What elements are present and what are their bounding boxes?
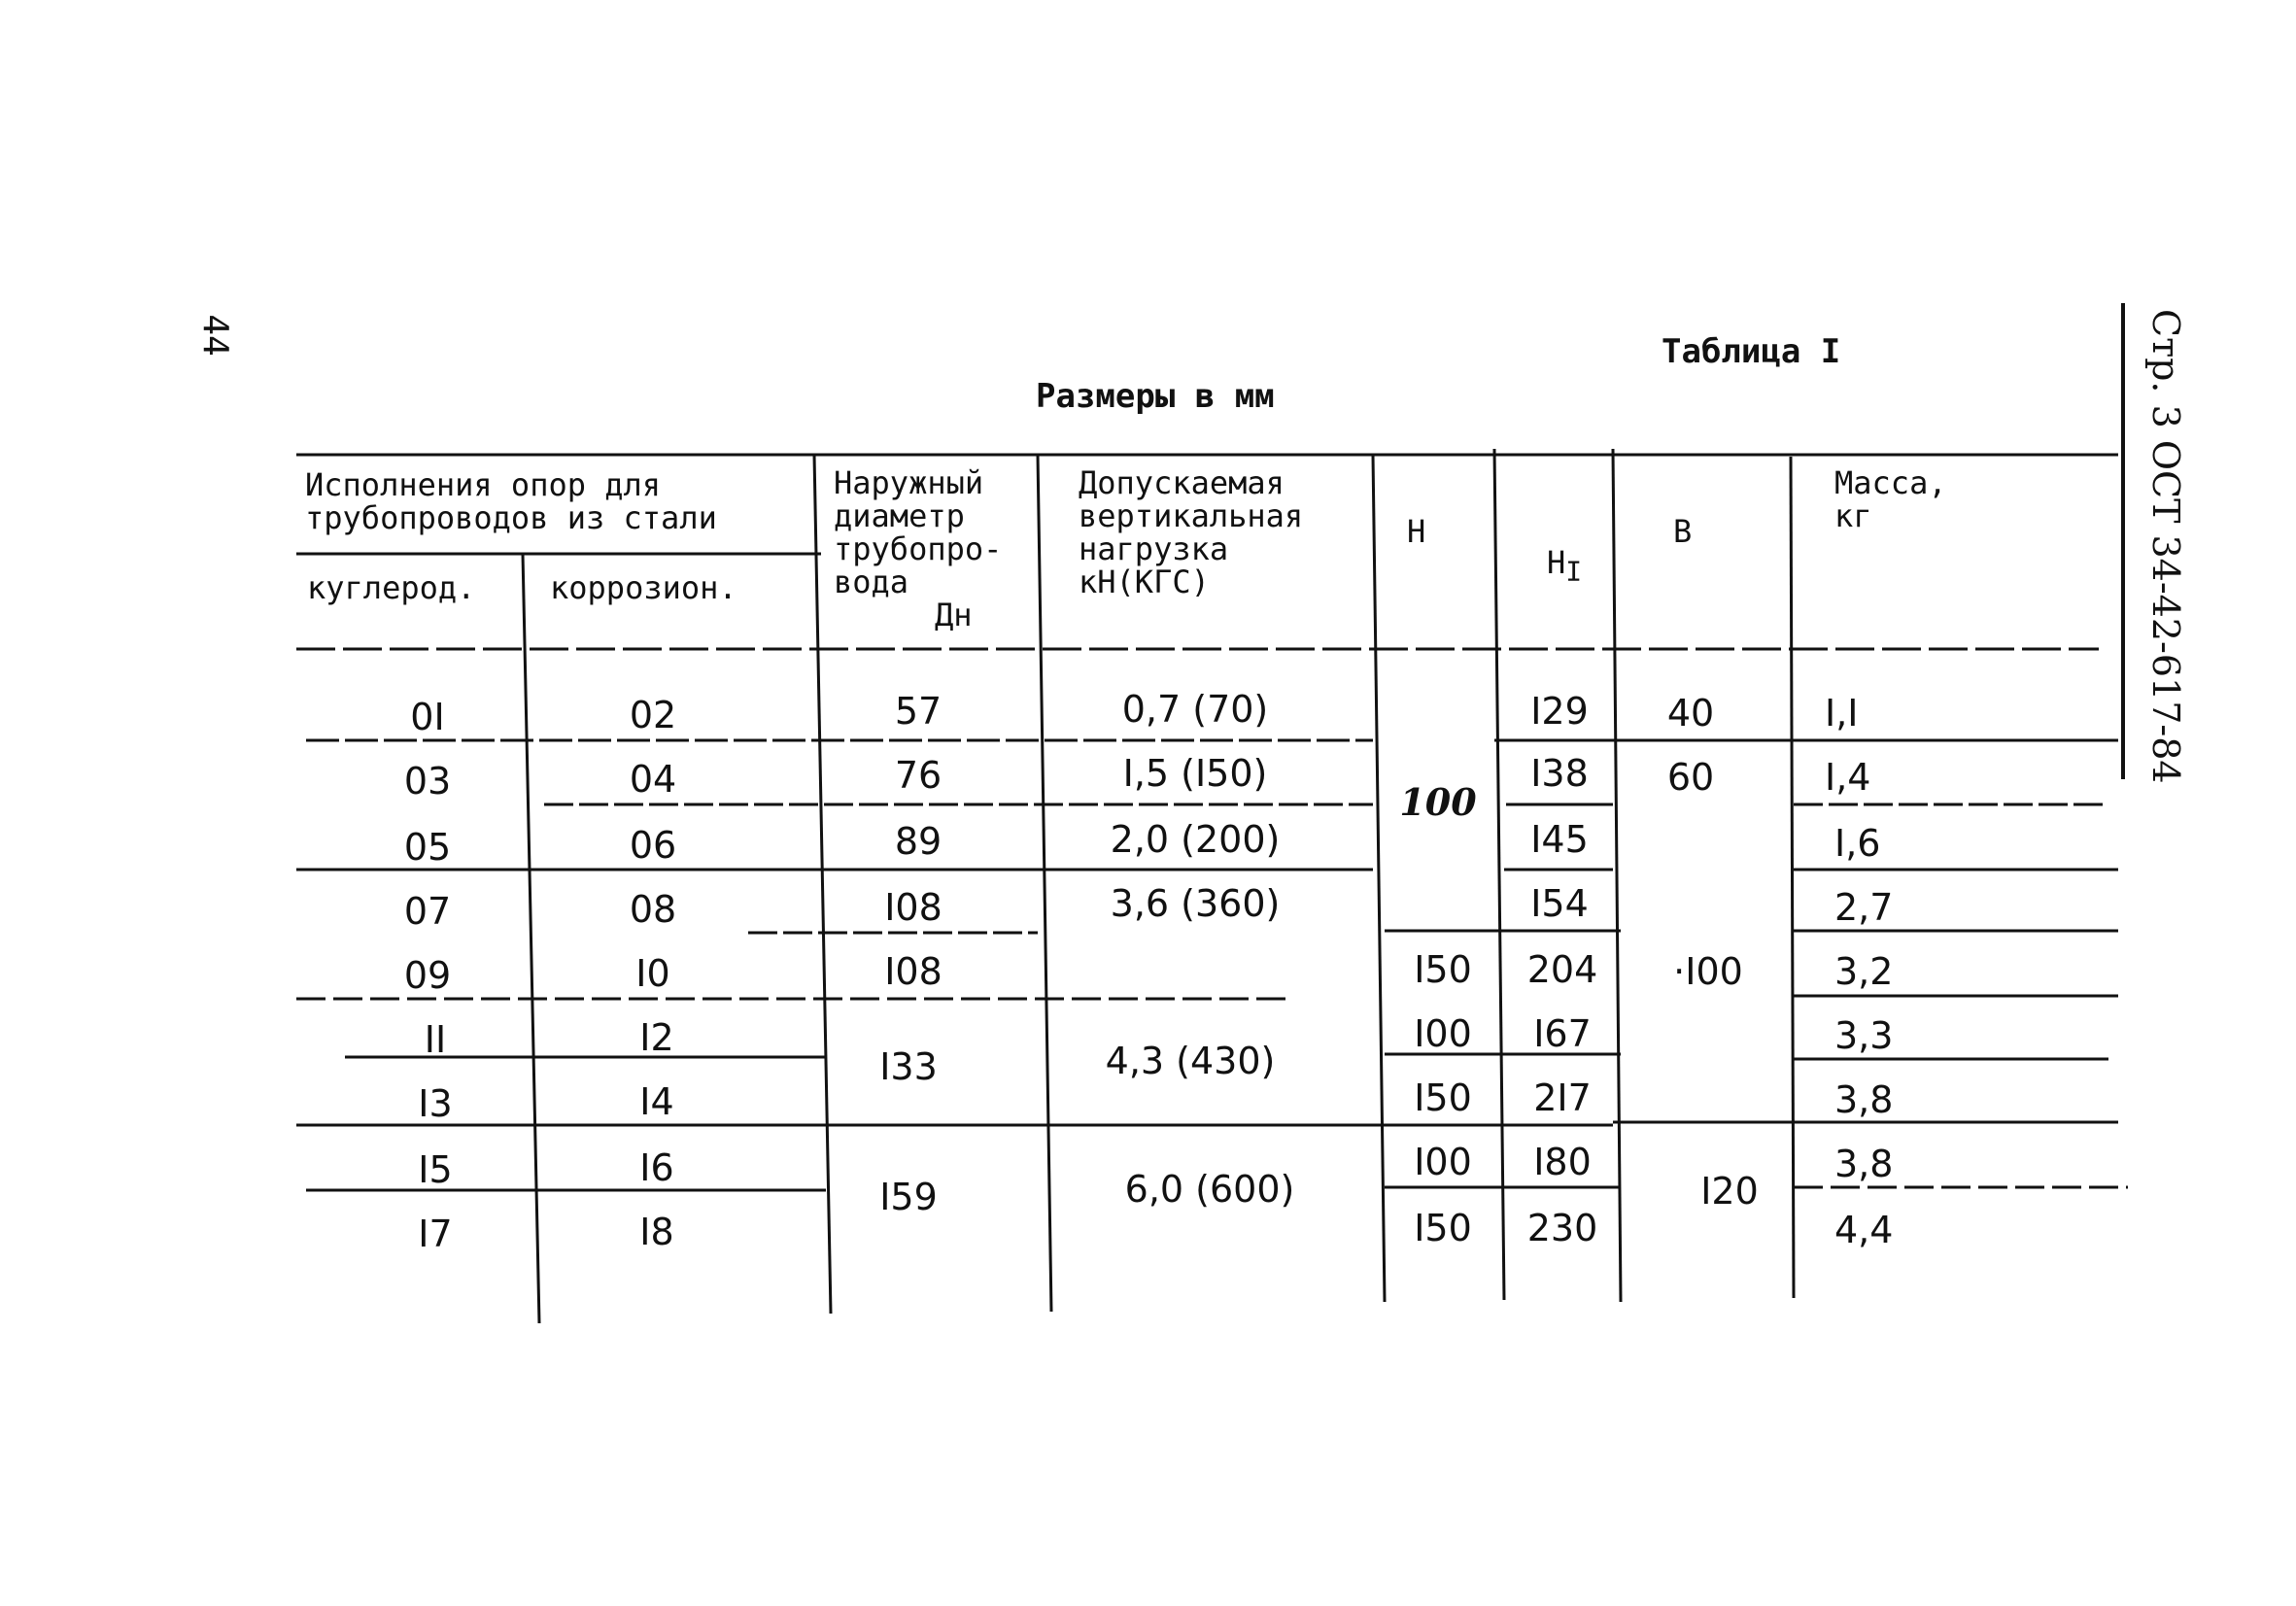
row-7-corrosion: I4 [639, 1080, 674, 1123]
row-2-corrosion: 04 [629, 758, 677, 801]
row-1-carbon: 0I [410, 696, 445, 738]
row-7-carbon: I3 [418, 1082, 453, 1125]
b-rows-4-7: ·I00 [1673, 950, 1743, 993]
header-mass: Масса, кг [1834, 464, 1947, 534]
h-row-5: I50 [1414, 948, 1472, 991]
diameter-108-a: I08 [884, 886, 942, 929]
h-value-100-handwritten: 100 [1399, 780, 1477, 824]
row-2-mass: I,4 [1825, 756, 1871, 799]
row-8-corrosion: I6 [639, 1146, 674, 1189]
row-4-mass: 2,7 [1834, 886, 1894, 929]
row-9-corrosion: I8 [639, 1211, 674, 1253]
h1-row-3: I45 [1530, 818, 1589, 861]
diameter-76: 76 [894, 754, 942, 797]
header-h1-subscript: I [1565, 555, 1583, 588]
document-code-stamp: Стр. 3 ОСТ 34-42-617-84 [2144, 309, 2187, 784]
diameter-133: I33 [879, 1045, 938, 1088]
row-2-carbon: 03 [403, 760, 452, 803]
row-5-carbon: 09 [403, 954, 452, 997]
row-7-mass: 3,8 [1834, 1078, 1894, 1121]
row-8-carbon: I5 [418, 1148, 453, 1191]
h1-row-6: I67 [1533, 1012, 1592, 1055]
h1-row-1: I29 [1530, 690, 1589, 733]
row-8-mass: 3,8 [1834, 1143, 1894, 1185]
load-rows-6-7: 4,3 (430) [1105, 1040, 1276, 1082]
load-row-1: 0,7 (70) [1121, 688, 1269, 731]
h1-row-7: 2I7 [1533, 1076, 1592, 1119]
row-5-mass: 3,2 [1834, 950, 1894, 993]
header-h1 [1547, 513, 1582, 588]
row-6-corrosion: I2 [639, 1016, 674, 1059]
h1-row-8: I80 [1533, 1141, 1592, 1183]
header-b: В [1673, 513, 1693, 550]
diameter-108-b: I08 [884, 950, 942, 993]
header-h1-letter: Н [1547, 544, 1566, 581]
header-outer-diameter: Наружный диаметр трубопро- вода [834, 464, 1003, 600]
load-rows-8-9: 6,0 (600) [1124, 1168, 1295, 1211]
row-3-corrosion: 06 [629, 824, 677, 867]
header-allowed-load: Допускаемая вертикальная нагрузка кН(КГС) [1079, 464, 1304, 600]
h-row-7: I50 [1414, 1076, 1472, 1119]
row-3-carbon: 05 [403, 826, 452, 869]
h1-row-5: 204 [1526, 948, 1598, 991]
load-row-3: 2,0 (200) [1110, 818, 1281, 861]
row-6-carbon: II [424, 1018, 447, 1061]
row-1-corrosion: 02 [629, 694, 677, 736]
diameter-159: I59 [879, 1176, 938, 1218]
header-diameter-symbol: Дн [935, 597, 973, 633]
row-9-mass: 4,4 [1834, 1209, 1894, 1251]
b-row-1: 40 [1666, 692, 1715, 735]
table-caption: Таблица I [1662, 332, 1841, 371]
h1-row-2: I38 [1530, 752, 1589, 795]
row-5-corrosion: I0 [635, 952, 670, 995]
row-3-mass: I,6 [1834, 822, 1881, 865]
page-number: 44 [195, 314, 235, 357]
header-support-variants: Исполнения опор для трубопроводов из стали [305, 466, 717, 536]
row-6-mass: 3,3 [1834, 1014, 1894, 1057]
header-corrosion-steel: коррозион. [550, 569, 737, 606]
diameter-89: 89 [894, 820, 942, 863]
b-row-2: 60 [1666, 756, 1715, 799]
h-row-6: I00 [1414, 1012, 1472, 1055]
row-4-corrosion: 08 [629, 888, 677, 931]
load-row-4: 3,6 (360) [1110, 882, 1281, 925]
header-carbon-steel: куглерод. [307, 569, 476, 606]
row-1-mass: I,I [1825, 692, 1859, 735]
h-row-8: I00 [1414, 1141, 1472, 1183]
diameter-57: 57 [894, 690, 942, 733]
h-row-9: I50 [1414, 1207, 1472, 1249]
h1-row-9: 230 [1526, 1207, 1598, 1249]
h1-row-4: I54 [1530, 882, 1589, 925]
b-rows-8-9: I20 [1700, 1170, 1759, 1213]
load-row-2: I,5 (I50) [1122, 752, 1268, 795]
units-caption: Размеры в мм [1036, 377, 1275, 416]
header-h: Н [1407, 513, 1426, 550]
row-4-carbon: 07 [403, 890, 452, 933]
row-9-carbon: I7 [418, 1213, 453, 1255]
